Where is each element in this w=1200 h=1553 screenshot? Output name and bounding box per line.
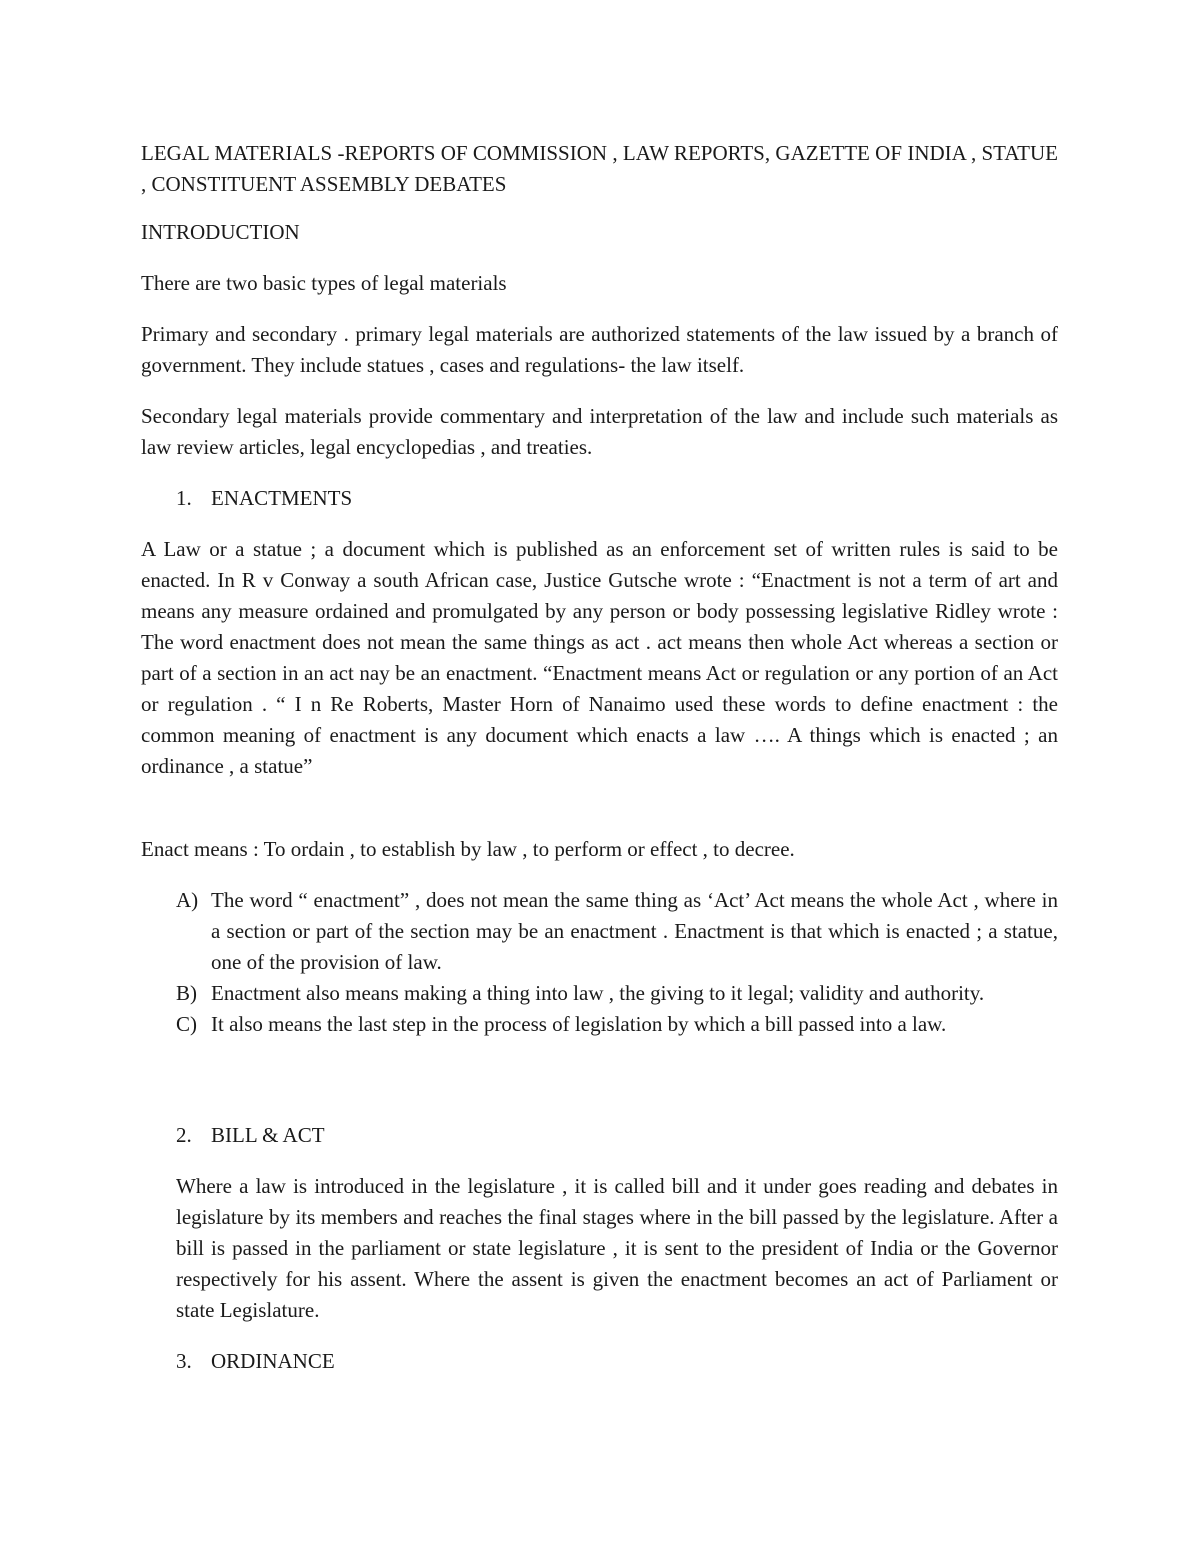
section-title: ORDINANCE [211, 1349, 335, 1373]
enactments-paragraph: A Law or a statue ; a document which is published as an enforcement set of written rules is said to be enacted. In R v Conway a south African case, Justice Gutsche wrote : “Enactment is not a term of art and means any measure ordained and promulgated by any person or body possessing legislative Ridley wrote : The word enactment does not mean the same things as act . act means then whole Act whereas a section or part of a section in an act nay be an enactment. “Enactment means Act or regulation or any portion of an Act or regulation . “ I n Re Roberts, Master Horn of Nanaimo used these words to define enactment : the common meaning of enactment is any document which enacts a law …. A things which is enacted ; an ordinance , a statue” [141, 537, 1058, 778]
list-item [141, 1009, 1058, 1040]
section-heading-enactments [141, 483, 1058, 514]
introduction-heading: INTRODUCTION [141, 220, 300, 244]
document-page [141, 138, 1058, 1397]
list-item-letter: B) [176, 981, 197, 1005]
secondary-materials-paragraph: Secondary legal materials provide commentary and interpretation of the law and include such materials as law review articles, legal encyclopedias , and treaties. [141, 404, 1058, 459]
list-item [141, 978, 1058, 1009]
document-title: LEGAL MATERIALS -REPORTS OF COMMISSION , LAW REPORTS, GAZETTE OF INDIA , STATUE , CONSTITUENT ASSEMBLY DEBATES [141, 141, 1058, 196]
section-heading-bill-act [141, 1120, 1058, 1151]
section-heading-ordinance [141, 1346, 1058, 1377]
section-title: ENACTMENTS [211, 486, 353, 510]
list-item-text: The word “ enactment” , does not mean the same thing as ‘Act’ Act means the whole Act , where in a section or part of the section may be an enactment . Enactment is that which is enacted ; a statue, one of the provision of law. [211, 888, 1058, 974]
list-item-text: It also means the last step in the process of legislation by which a bill passed into a law. [211, 1012, 947, 1036]
intro-line: There are two basic types of legal materials [141, 271, 507, 295]
section-number: 1. [176, 486, 192, 510]
enact-means-line: Enact means : To ordain , to establish by law , to perform or effect , to decree. [141, 837, 795, 861]
enactment-points-list [141, 885, 1058, 1040]
section-title: BILL & ACT [211, 1123, 325, 1147]
list-item-letter: C) [176, 1012, 197, 1036]
primary-materials-paragraph: Primary and secondary . primary legal materials are authorized statements of the law issued by a branch of government. They include statues , cases and regulations- the law itself. [141, 322, 1058, 377]
section-number: 3. [176, 1349, 192, 1373]
section-number: 2. [176, 1123, 192, 1147]
bill-act-paragraph: Where a law is introduced in the legislature , it is called bill and it under goes reading and debates in legislature by its members and reaches the final stages where in the bill passed by the legislature. After a bill is passed in the parliament or state legislature , it is sent to the president of India or the Governor respectively for his assent. Where the assent is given the enactment becomes an act of Parliament or state Legislature. [176, 1174, 1058, 1322]
list-item-text: Enactment also means making a thing into law , the giving to it legal; validity and authority. [211, 981, 985, 1005]
list-item-letter: A) [176, 888, 199, 912]
list-item [141, 885, 1058, 978]
